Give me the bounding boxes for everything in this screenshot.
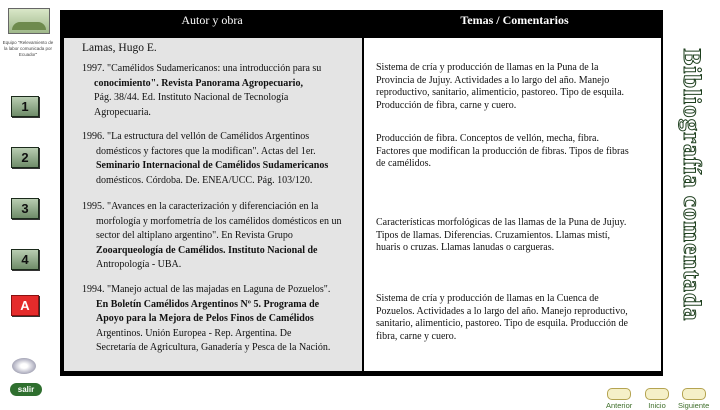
comment-line: fibra, carne y cuero. [376, 330, 457, 342]
header-author-work: Autor y obra [181, 13, 243, 27]
side-title [666, 30, 716, 340]
left-sidebar [0, 0, 56, 405]
entry-2 [82, 130, 328, 188]
next-label: Siguiente [678, 401, 710, 410]
comment-line: Factores que modifican la producción de fibras. Tipos de fibras [376, 145, 629, 157]
entry-line: Seminario Internacional de Camélidos Sudamericanos [96, 160, 329, 171]
entry-4 [82, 283, 330, 356]
entry-1 [82, 62, 321, 120]
home-label: Inicio [648, 401, 666, 410]
group-label: Equipo "Relevamiento de la labor comunicada por Ecuador" [2, 40, 54, 57]
entry-line: domésticos y factores que la modifican". Actas del 1er. [96, 145, 316, 157]
comment-line: huaris o cruzas. Llamas lanudas o cargueras. [376, 242, 555, 253]
prev-label: Anterior [606, 401, 633, 410]
tab-4[interactable]: 4 [11, 249, 39, 270]
tab-2[interactable]: 2 [11, 147, 39, 168]
comment-line: Provincia de Jujuy. Actividades a lo largo del año. Manejo [376, 74, 610, 86]
entry-3 [82, 200, 342, 273]
cd-icon[interactable] [12, 358, 36, 374]
entry-line: 1994. "Manejo actual de las majadas en Laguna de Pozuelos". [82, 284, 331, 295]
entry-line: 1996. "La estructura del vellón de Camélidos Argentinos [82, 131, 310, 142]
next-button[interactable] [678, 388, 709, 410]
tab-1[interactable]: 1 [11, 96, 39, 117]
entry-line: morfología y morfometría de los camélidos domésticos en un [96, 215, 342, 227]
comment-4 [376, 293, 628, 343]
comment-2 [376, 133, 629, 171]
comment-line: sanitario, alimenticio, pastoreo. Tipo de esquila. Producción de [376, 318, 628, 329]
comment-line: Tipos de llamas. Diferencias. Cruzamientos. Llamas mistí, [376, 229, 611, 241]
logo [8, 8, 50, 34]
entry-line: Zooarqueología de Camélidos. Instituto Nacional de [96, 244, 318, 256]
entry-line: Secretaría de Agricultura, Ganadería y Pesca de la Nación. [96, 342, 331, 353]
entry-line: domésticos. Córdoba. De. ENEA/UCC. Pág. 103/120. [96, 174, 313, 186]
comment-line: Pozuelos. Actividades a lo largo del año. Manejo reproductivo, [376, 305, 628, 317]
comment-line: Características morfológicas de las llamas de la Puna de Jujuy. [376, 217, 627, 228]
comment-line: Producción de fibra, carne y cuero. [376, 99, 517, 111]
exit-button[interactable]: salir [10, 383, 42, 396]
header-topics-comments: Temas / Comentarios [460, 13, 569, 27]
comment-line: Sistema de cría y producción de llamas en la Puna de la [376, 62, 599, 73]
author-name: Lamas, Hugo E. [82, 42, 157, 54]
entry-line: Apoyo para la Mejora de Pelos Finos de Camélidos [96, 313, 314, 324]
entry-line: conocimiento". Revista Panorama Agropecuario, [94, 77, 303, 89]
entry-line: Antropología - UBA. [96, 259, 182, 270]
entry-line: 1995. "Avances en la caracterización y diferenciación en la [82, 201, 319, 212]
entry-line: Agropecuaria. [94, 106, 151, 118]
comment-line: Sistema de cría y producción de llamas en la Cuenca de [376, 293, 599, 304]
entry-line: sector del altiplano argentino". En Revista Grupo [96, 230, 293, 241]
arrow-left-icon [607, 388, 631, 400]
tab-a[interactable]: A [11, 295, 39, 316]
tab-3[interactable]: 3 [11, 198, 39, 219]
entry-line: Pág. 38/44. Ed. Instituto Nacional de Tecnología [94, 92, 289, 103]
entry-line: En Boletín Camélidos Argentinos Nº 5. Programa de [96, 298, 320, 310]
comment-line: Producción de fibra. Conceptos de vellón, mecha, fibra. [376, 133, 599, 144]
entry-line: Argentinos. Unión Europea - Rep. Argentina. De [96, 327, 292, 339]
prev-button[interactable] [606, 388, 632, 410]
comment-1 [376, 62, 624, 112]
home-button[interactable] [645, 388, 669, 410]
comment-3 [376, 217, 626, 255]
comment-line: reproductivo, sanitario, alimenticio, pastoreo. Tipo de esquila. [376, 87, 625, 98]
comment-line: de camélidos. [376, 158, 431, 169]
arrow-right-icon [682, 388, 706, 400]
side-title-text: Bibliografía comentada [678, 48, 705, 322]
home-icon [645, 388, 669, 400]
entry-line: 1997. "Camélidos Sudamericanos: una introducción para su [82, 63, 322, 74]
